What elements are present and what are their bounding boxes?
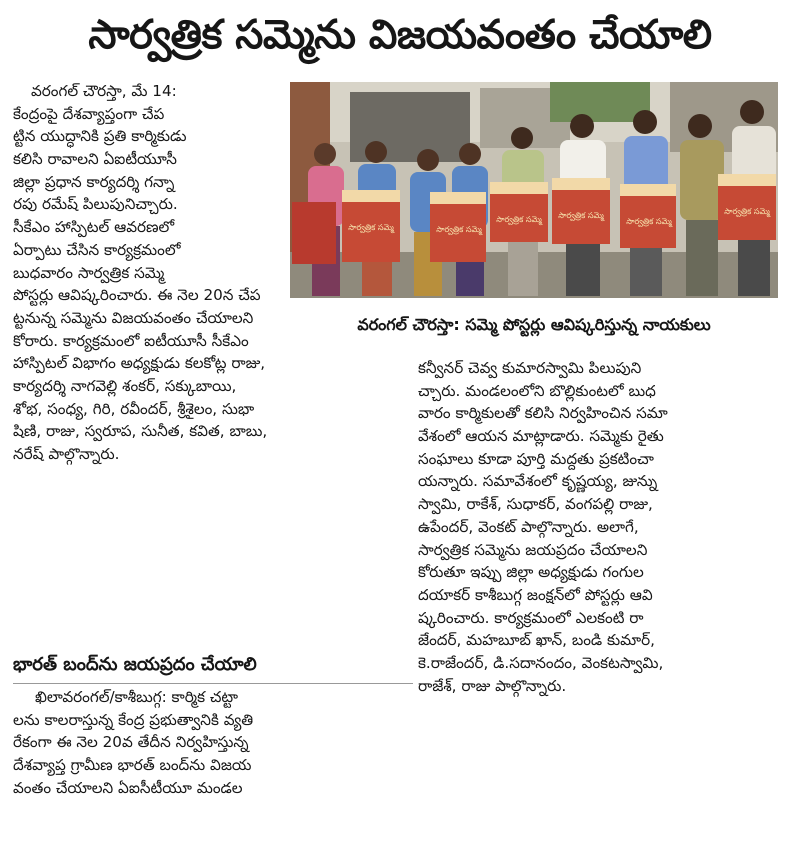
- sub-article-divider: [13, 683, 413, 684]
- article-line: రాజేశ్, రాజు పాల్గొన్నారు.: [418, 676, 567, 695]
- article-line: కోరారు. కార్యక్రమంలో ఐటీయూసీ సీకేఎం: [13, 331, 249, 350]
- article-line: ట్టనున్న సమ్మెను విజయవంతం చేయాలని: [13, 308, 254, 327]
- article-line: కార్యదర్శి నాగవెల్లి శంకర్, సక్కుబాయి,: [13, 376, 237, 395]
- article-line: ఏర్పాటు చేసిన కార్యక్రమంలో: [13, 240, 181, 259]
- article-line: కోరుతూ ఇప్పు జిల్లా అధ్యక్షుడు గంగుల: [418, 563, 644, 582]
- article-line: ష్కరించారు. కార్యక్రమంలో ఎలకంటి రా: [418, 608, 644, 627]
- article-line: నరేష్ పాల్గొన్నారు.: [13, 445, 120, 463]
- article-line: వరంగల్ చౌరస్తా, మే 14:: [31, 82, 177, 100]
- poster-text: సార్వత్రిక సమ్మె: [626, 217, 672, 226]
- article-line: కన్వీనర్ చెవ్వ కుమారస్వామి పిలుపుని: [418, 359, 642, 377]
- article-line: హాస్పిటల్ విభాగం అధ్యక్షుడు కలకోట్ల రాజు,: [13, 354, 266, 373]
- news-photo: [290, 82, 778, 298]
- article-line: జేందర్, మహబూబ్ ఖాన్, బండి కుమార్,: [418, 631, 655, 650]
- poster-text: సార్వత్రిక సమ్మె: [496, 215, 542, 224]
- article-line: దేశవ్యాప్త గ్రామీణ భారత్ బంద్‌ను విజయ: [13, 756, 252, 775]
- article-line: చ్చారు. మండలంలోని బొల్లికుంటలో బుధ: [418, 381, 656, 400]
- article-line: జిల్లా ప్రధాన కార్యదర్శి గన్నా: [13, 172, 175, 191]
- news-photo-image: [290, 82, 778, 298]
- article-line: కలిసి రావాలని ఏఐటీయూసీ: [13, 150, 177, 169]
- article-line: బుధవారం సార్వత్రిక సమ్మె: [13, 263, 165, 282]
- article-line: సార్వత్రిక సమ్మెను జయప్రదం చేయాలని: [418, 540, 648, 559]
- article-line: స్వామి, రాకేశ్, సుధాకర్, వంగపల్లి రాజు,: [418, 495, 653, 514]
- photo-caption: వరంగల్ చౌరస్తా: సమ్మె పోస్టర్లు ఆవిష్కరిస్తున్న నాయకులు: [357, 315, 711, 334]
- article-line: వంతం చేయాలని ఏఐసీటీయూ మండల: [13, 778, 243, 797]
- article-line: రపు రమేష్ పిలుపునిచ్చారు.: [13, 195, 178, 214]
- headline: సార్వత్రిక సమ్మెను విజయవంతం చేయాలి: [88, 12, 712, 58]
- poster-text: సార్వత్రిక సమ్మె: [724, 207, 770, 216]
- sub-article: [13, 686, 413, 799]
- right-article: [418, 357, 788, 697]
- article-line: షిణి, రాజు, స్వరూప, సునీత, కవిత, బాబు,: [13, 422, 268, 441]
- article-line: కేంద్రంపై దేశవ్యాప్తంగా చేప: [13, 104, 165, 123]
- article-line: ట్టిన యుద్ధానికి ప్రతి కార్మికుడు: [13, 127, 187, 146]
- article-line: ఉపేందర్, వెంకట్ పాల్గొన్నారు. అలాగే,: [418, 517, 639, 536]
- article-line: శోభ, సంధ్య, గిరి, రవీందర్, శ్రీశైలం, సుభా: [13, 399, 255, 418]
- article-line: రేకంగా ఈ నెల 20వ తేదీన నిర్వహిస్తున్న: [13, 733, 249, 752]
- left-article: [13, 80, 290, 466]
- article-line: సంఘాలు కూడా పూర్తి మద్దతు ప్రకటించా: [418, 449, 654, 468]
- article-line: ఖిలావరంగల్/కాశీబుగ్గ: కార్మిక చట్టా: [35, 688, 238, 706]
- article-line: పోస్టర్లు ఆవిష్కరించారు. ఈ నెల 20న చేప: [13, 286, 261, 305]
- poster-text: సార్వత్రిక సమ్మె: [436, 225, 482, 234]
- article-line: దయాకర్ కాశీబుగ్గ జంక్షన్‌లో పోస్టర్లు ఆవి: [418, 585, 653, 604]
- article-line: సీకేఎం హాస్పిటల్ ఆవరణలో: [13, 218, 175, 237]
- article-line: వేశంలో ఆయన మాట్లాడారు. సమ్మెకు రైతు: [418, 427, 664, 446]
- poster-text: సార్వత్రిక సమ్మె: [558, 211, 604, 220]
- article-line: యన్నారు. సమావేశంలో కృష్ణయ్య, జున్ను: [418, 472, 658, 491]
- sub-article-headline: భారత్ బంద్‌ను జయప్రదం చేయాలి: [13, 654, 257, 675]
- article-line: వారం కార్మికులతో కలిసి నిర్వహించిన సమా: [418, 404, 668, 423]
- poster-text: సార్వత్రిక సమ్మె: [348, 223, 394, 232]
- article-line: కె.రాజేందర్, డి.సదానందం, వెంకటస్వామి,: [418, 653, 664, 672]
- article-line: లను కాలరాస్తున్న కేంద్ర ప్రభుత్వానికి వ్యతి: [13, 710, 254, 729]
